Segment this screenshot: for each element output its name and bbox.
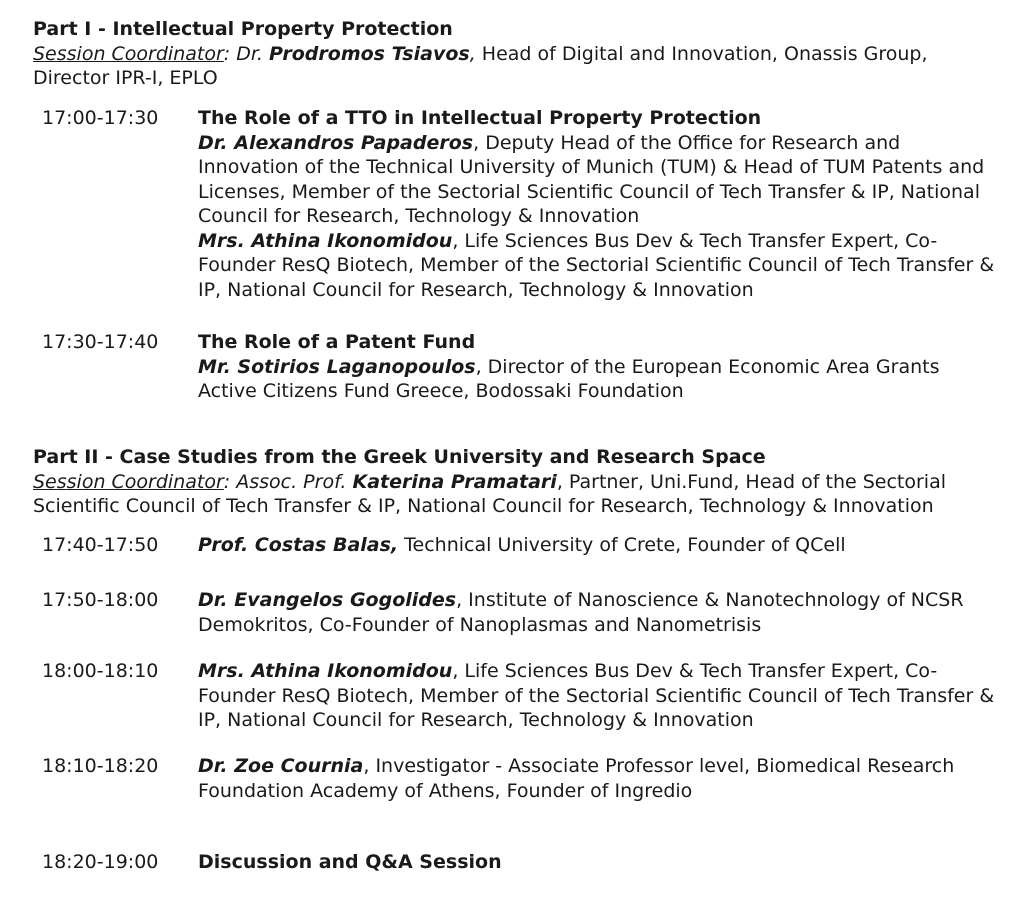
speaker-name: Dr. Evangelos Gogolides — [198, 589, 457, 611]
coordinator-affiliation: Partner, Uni.Fund, Head of the Sectorial Scientific Council of Tech Transfer & IP, National Council for Research, Technology & Innovation — [33, 470, 946, 517]
speaker-affiliation: Deputy Head of the Office for Research and Innovation of the Technical University of Munich (TUM) & Head of TUM Patents and Licenses, Member of the Sectorial Scientific Council of Tech Transfer & IP, National Council for Research, Technology & Innovation — [198, 131, 985, 227]
talk-title: The Role of a TTO in Intellectual Property Protection — [198, 107, 762, 129]
talk-title: Discussion and Q&A Session — [198, 851, 502, 873]
agenda-time: 18:10-18:20 — [42, 755, 159, 777]
agenda-time: 17:50-18:00 — [42, 589, 159, 611]
speaker-name: Dr. Alexandros Papaderos — [198, 131, 474, 154]
coordinator-prefix: Dr. — [236, 42, 263, 65]
coordinator-name: Prodromos Tsiavos — [269, 42, 470, 65]
speaker-entry: Mr. Sotirios Laganopoulos, Director of the European Economic Area Grants Active Citizens Fund Greece, Bodossaki Foundation — [198, 355, 940, 402]
agenda-time: 17:30-17:40 — [42, 331, 159, 353]
coordinator-name: Katerina Pramatari — [352, 470, 557, 493]
agenda-content — [198, 330, 998, 404]
agenda-time: 18:20-19:00 — [42, 851, 159, 873]
speaker-name: Dr. Zoe Cournia — [198, 755, 364, 777]
speaker-name: Prof. Costas Balas, — [198, 534, 399, 556]
speaker-affiliation: Life Sciences Bus Dev & Tech Transfer Expert, Co-Founder ResQ Biotech, Member of the Sectorial Scientific Council of Tech Transfer & IP, National Council for Research, Technology & Innovation — [198, 229, 995, 301]
coordinator-label: Session Coordinator — [33, 42, 224, 65]
part2-coordinator: Session Coordinator: Assoc. Prof. Katerina Pramatari, Partner, Uni.Fund, Head of the Sectorial Scientific Council of Tech Transfer & IP, National Council for Research, Technology & Innovation — [33, 470, 946, 517]
agenda-content — [198, 533, 998, 558]
agenda-content: Dr. Evangelos Gogolides, Institute of Nanoscience & Nanotechnology of NCSR Demokritos, Co-Founder of Nanoplasmas and Nanometrisis — [198, 589, 964, 636]
agenda-content: Dr. Zoe Cournia, Investigator - Associate Professor level, Biomedical Research Foundation Academy of Athens, Founder of Ingredio — [198, 755, 955, 802]
talk-title: The Role of a Patent Fund — [198, 331, 476, 353]
coordinator-label: Session Coordinator — [33, 470, 224, 493]
speaker-affiliation: Institute of Nanoscience & Nanotechnology of NCSR Demokritos, Co-Founder of Nanoplasmas and Nanometrisis — [198, 589, 964, 636]
part2-title: Part II - Case Studies from the Greek University and Research Space — [33, 446, 766, 468]
speaker-affiliation: Investigator - Associate Professor level, Biomedical Research Foundation Academy of Athens, Founder of Ingredio — [198, 755, 955, 802]
agenda-time: 18:00-18:10 — [42, 660, 159, 682]
coordinator-affiliation: Head of Digital and Innovation, Onassis Group, Director IPR-I, EPLO — [33, 42, 928, 89]
part1-section — [33, 17, 1008, 91]
agenda-time: 17:00-17:30 — [42, 107, 159, 129]
speaker-entry: Dr. Alexandros Papaderos, Deputy Head of the Office for Research and Innovation of the Technical University of Munich (TUM) & Head of TUM Patents and Licenses, Member of the Sectorial Scientific Council of Tech Transfer & IP, National Council for Research, Technology & Innovation — [198, 131, 985, 227]
speaker-affiliation: Technical University of Crete, Founder of QCell — [404, 534, 846, 556]
agenda-content — [198, 106, 998, 302]
speaker-affiliation: Life Sciences Bus Dev & Tech Transfer Expert, Co-Founder ResQ Biotech, Member of the Sectorial Scientific Council of Tech Transfer & IP, National Council for Research, Technology & Innovation — [198, 660, 995, 731]
speaker-name: Mrs. Athina Ikonomidou — [198, 660, 453, 682]
speaker-name: Mr. Sotirios Laganopoulos — [198, 355, 476, 378]
speaker-affiliation: Director of the European Economic Area Grants Active Citizens Fund Greece, Bodossaki Foundation — [198, 355, 940, 402]
speaker-name: Mrs. Athina Ikonomidou — [198, 229, 453, 252]
part1-title: Part I - Intellectual Property Protection — [33, 18, 453, 40]
agenda-time: 17:40-17:50 — [42, 534, 159, 556]
coordinator-prefix: Assoc. Prof. — [236, 470, 347, 493]
agenda-content: Mrs. Athina Ikonomidou, Life Sciences Bus Dev & Tech Transfer Expert, Co-Founder ResQ Biotech, Member of the Sectorial Scientific Council of Tech Transfer & IP, National Council for Research, Technology & Innovation — [198, 660, 995, 731]
part1-coordinator: Session Coordinator: Dr. Prodromos Tsiavos, Head of Digital and Innovation, Onassis Group, Director IPR-I, EPLO — [33, 42, 928, 89]
part2-section — [33, 445, 1008, 519]
speaker-entry: Mrs. Athina Ikonomidou, Life Sciences Bus Dev & Tech Transfer Expert, Co-Founder ResQ Biotech, Member of the Sectorial Scientific Council of Tech Transfer & IP, National Council for Research, Technology & Innovation — [198, 229, 995, 301]
